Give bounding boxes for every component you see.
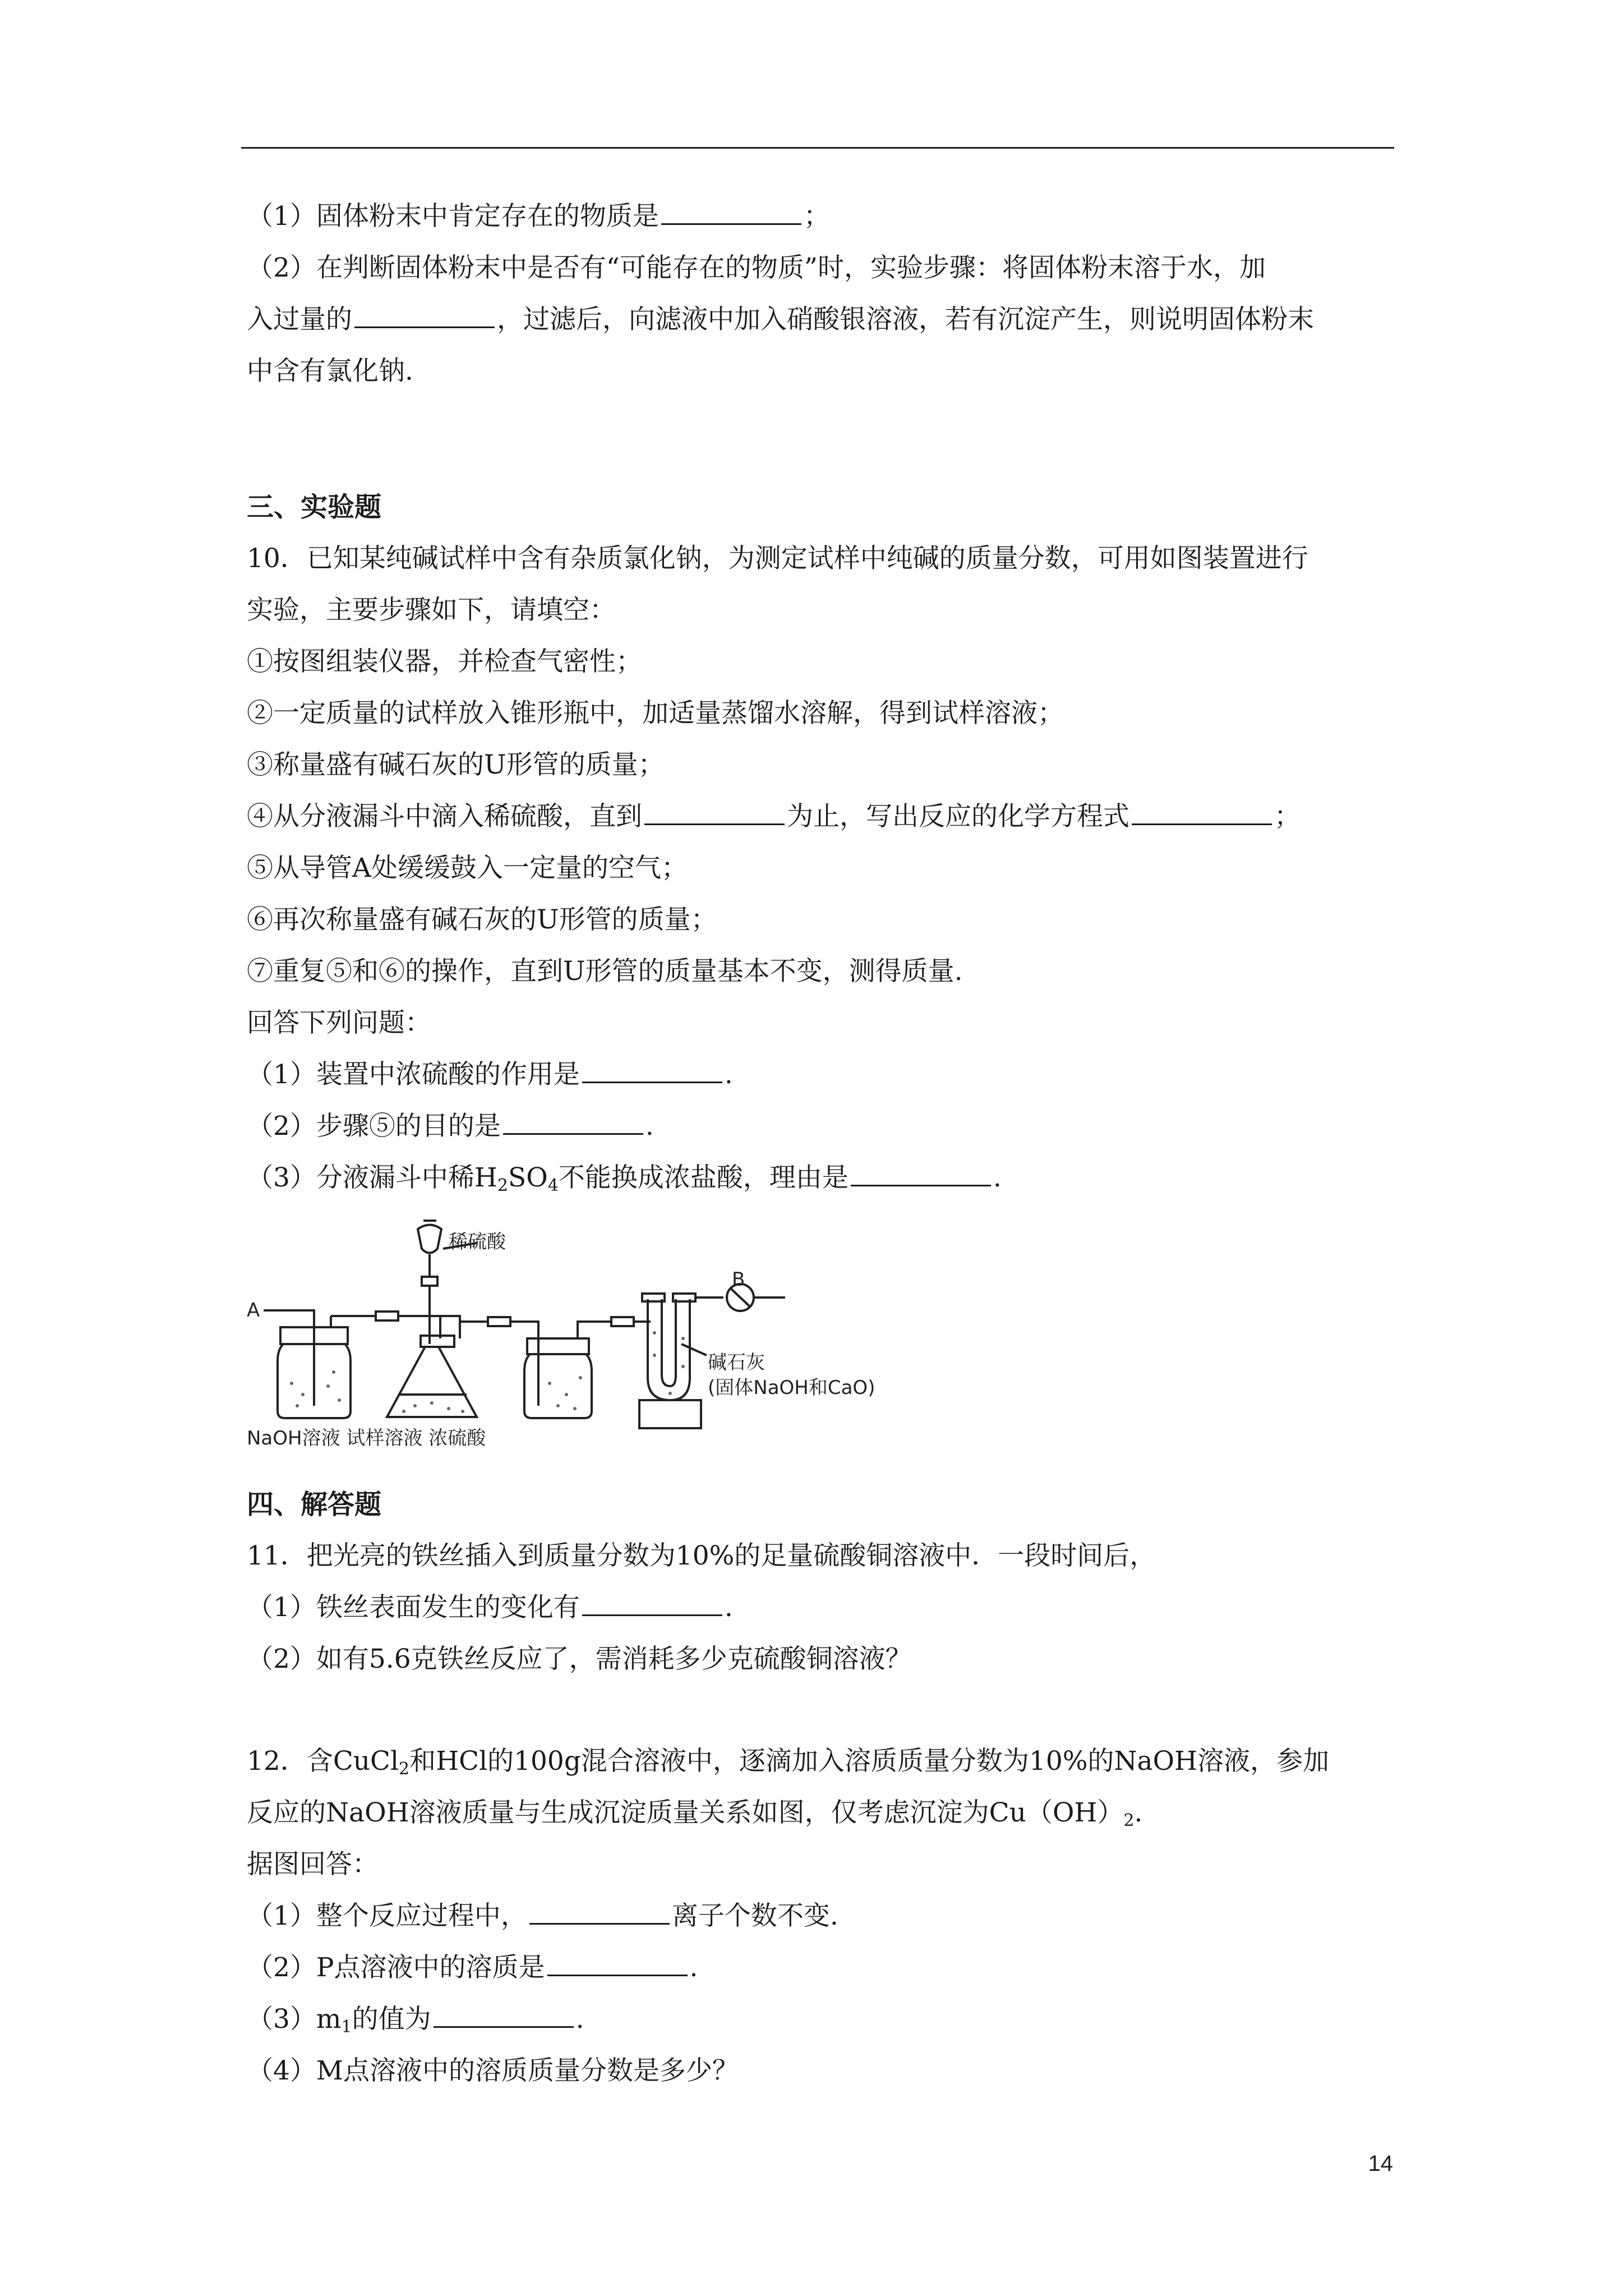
q10-answer2-end: . [645, 1111, 654, 1142]
q10-answer3-end: . [993, 1162, 1002, 1193]
q12-part3-text-b: 的值为 [352, 2004, 431, 2035]
q10-step4-text-b: 为止，写出反应的化学方程式 [787, 801, 1129, 832]
u-tube-stand [639, 1400, 701, 1428]
q12-part2-end: . [689, 1952, 698, 1983]
q10-answer1-text: （1）装置中浓硫酸的作用是 [247, 1059, 580, 1090]
q10-step3: ③称量盛有碱石灰的U形管的质量； [247, 749, 665, 780]
answer-blank[interactable] [354, 304, 495, 328]
funnel-body [418, 1225, 441, 1253]
apparatus-diagram [247, 1209, 875, 1450]
apparatus-drawing [247, 1209, 864, 1445]
q10-answer3-text-b: 不能换成浓盐酸，理由是 [558, 1162, 849, 1193]
q11-part1-text: （1）铁丝表面发生的变化有 [247, 1592, 580, 1623]
q12-part3-end: . [575, 2004, 584, 2035]
q11-part2: （2）如有5.6克铁丝反应了，需消耗多少克硫酸铜溶液？ [247, 1644, 912, 1674]
page-content [247, 191, 1396, 2097]
answer-blank[interactable] [851, 1162, 991, 1186]
q12-part1 [247, 1890, 1396, 1942]
label-bottles: NaOH溶液 试样溶液 浓硫酸 [247, 1427, 486, 1450]
formula-cucl: CuCl [333, 1746, 399, 1777]
answer-blank[interactable] [661, 201, 801, 225]
q10-step4 [247, 791, 1396, 843]
answer-blank[interactable] [529, 1901, 670, 1925]
q10-intro-line2: 实验，主要步骤如下，请填空： [247, 595, 616, 625]
answer-blank[interactable] [1132, 801, 1272, 825]
q10-intro-line1: 10．已知某纯碱试样中含有杂质氯化钠，为测定试样中纯碱的质量分数，可用如图装置进行 [247, 543, 1308, 574]
q10-answer3-text-a: （3）分液漏斗中稀 [247, 1162, 474, 1193]
q12-part2-text: （2）P点溶液中的溶质是 [247, 1952, 545, 1983]
q12-line1 [247, 1736, 1396, 1787]
q9-part2-line2 [247, 294, 1396, 346]
formula-sub: 2 [399, 1759, 410, 1779]
q12-line1-b: 和HCl的100g混合溶液中，逐滴加入溶质质量分数为10%的NaOH溶液，参加 [409, 1746, 1330, 1777]
q10-step6: ⑥再次称量盛有碱石灰的U形管的质量； [247, 904, 717, 935]
q12-part3-text-a: （3）m [247, 2004, 342, 2035]
q10-answer2-text: （2）步骤⑤的目的是 [247, 1111, 501, 1142]
formula-sub: 4 [547, 1176, 559, 1195]
q12-line3: 据图回答： [247, 1849, 379, 1880]
q10-step5: ⑤从导管A处缓缓鼓入一定量的空气； [247, 853, 688, 884]
q10-ask: 回答下列问题： [247, 1007, 431, 1038]
q10-step1: ①按图组装仪器，并检查气密性； [247, 646, 642, 677]
q9-part2-line1: （2）在判断固体粉末中是否有“可能存在的物质”时，实验步骤：将固体粉末溶于水，加 [247, 252, 1266, 283]
formula-sub: 2 [1123, 1811, 1135, 1830]
formula-sub: 1 [341, 2017, 352, 2037]
q12-line1-a: 12．含 [247, 1746, 333, 1777]
q10-step7: ⑦重复⑤和⑥的操作，直到U形管的质量基本不变，测得质量. [247, 956, 963, 987]
label-a: A [247, 1299, 260, 1322]
q12-part1-text-b: 离子个数不变. [671, 1901, 838, 1931]
q10-answer3 [247, 1152, 1396, 1204]
label-soda-lime-composition: (固体NaOH和CaO) [708, 1377, 875, 1399]
q12-part1-text-a: （1）整个反应过程中， [247, 1901, 527, 1931]
q12-line2-end: . [1134, 1797, 1143, 1828]
header-rule [241, 147, 1394, 149]
q10-answer1-end: . [724, 1059, 733, 1090]
section-title-answers: 四、解答题 [247, 1489, 382, 1520]
q10-step4-end: ； [1274, 801, 1301, 832]
formula-sub: 2 [497, 1176, 508, 1195]
answer-blank[interactable] [582, 1592, 722, 1616]
section-title-experiment: 三、实验题 [247, 491, 382, 523]
q9-part1-end: ； [803, 201, 830, 232]
answer-blank[interactable] [582, 1059, 722, 1083]
q9-part2-line3: 中含有氯化钠. [247, 356, 413, 386]
label-soda-lime: 碱石灰 [708, 1351, 765, 1374]
q11-part1-end: . [724, 1592, 733, 1623]
answer-blank[interactable] [644, 801, 785, 825]
answer-blank[interactable] [434, 2004, 574, 2028]
label-b: B [732, 1268, 745, 1291]
page-number: 14 [1368, 2151, 1393, 2176]
q10-step2: ②一定质量的试样放入锥形瓶中，加适量蒸馏水溶解，得到试样溶液； [247, 698, 1064, 729]
q11-intro: 11．把光亮的铁丝插入到质量分数为10%的足量硫酸铜溶液中．一段时间后， [247, 1540, 1156, 1571]
q12-line2 [247, 1787, 1396, 1839]
q10-answer2 [247, 1101, 1396, 1152]
label-dilute-sulfuric-acid: 稀硫酸 [449, 1231, 506, 1253]
q9-part1 [247, 191, 1396, 242]
q12-part4: （4）M点溶液中的溶质质量分数是多少？ [247, 2055, 739, 2086]
answer-blank[interactable] [547, 1952, 688, 1976]
q12-part3 [247, 1994, 1396, 2045]
formula-h: H [474, 1162, 497, 1193]
q9-part1-text: （1）固体粉末中肯定存在的物质是 [247, 201, 659, 232]
flask-body [387, 1347, 477, 1417]
q10-answer1 [247, 1049, 1396, 1101]
q9-part2-text-b: ，过滤后，向滤液中加入硝酸银溶液，若有沉淀产生，则说明固体粉末 [497, 304, 1314, 335]
answer-blank[interactable] [503, 1111, 643, 1135]
q12-line2-a: 反应的NaOH溶液质量与生成沉淀质量关系如图，仅考虑沉淀为Cu（OH） [247, 1797, 1124, 1828]
q12-part2 [247, 1942, 1396, 1994]
q10-step4-text-a: ④从分液漏斗中滴入稀硫酸，直到 [247, 801, 642, 832]
q11-part1 [247, 1582, 1396, 1634]
formula-so: SO [508, 1162, 548, 1193]
q9-part2-text-a: 入过量的 [247, 304, 352, 335]
